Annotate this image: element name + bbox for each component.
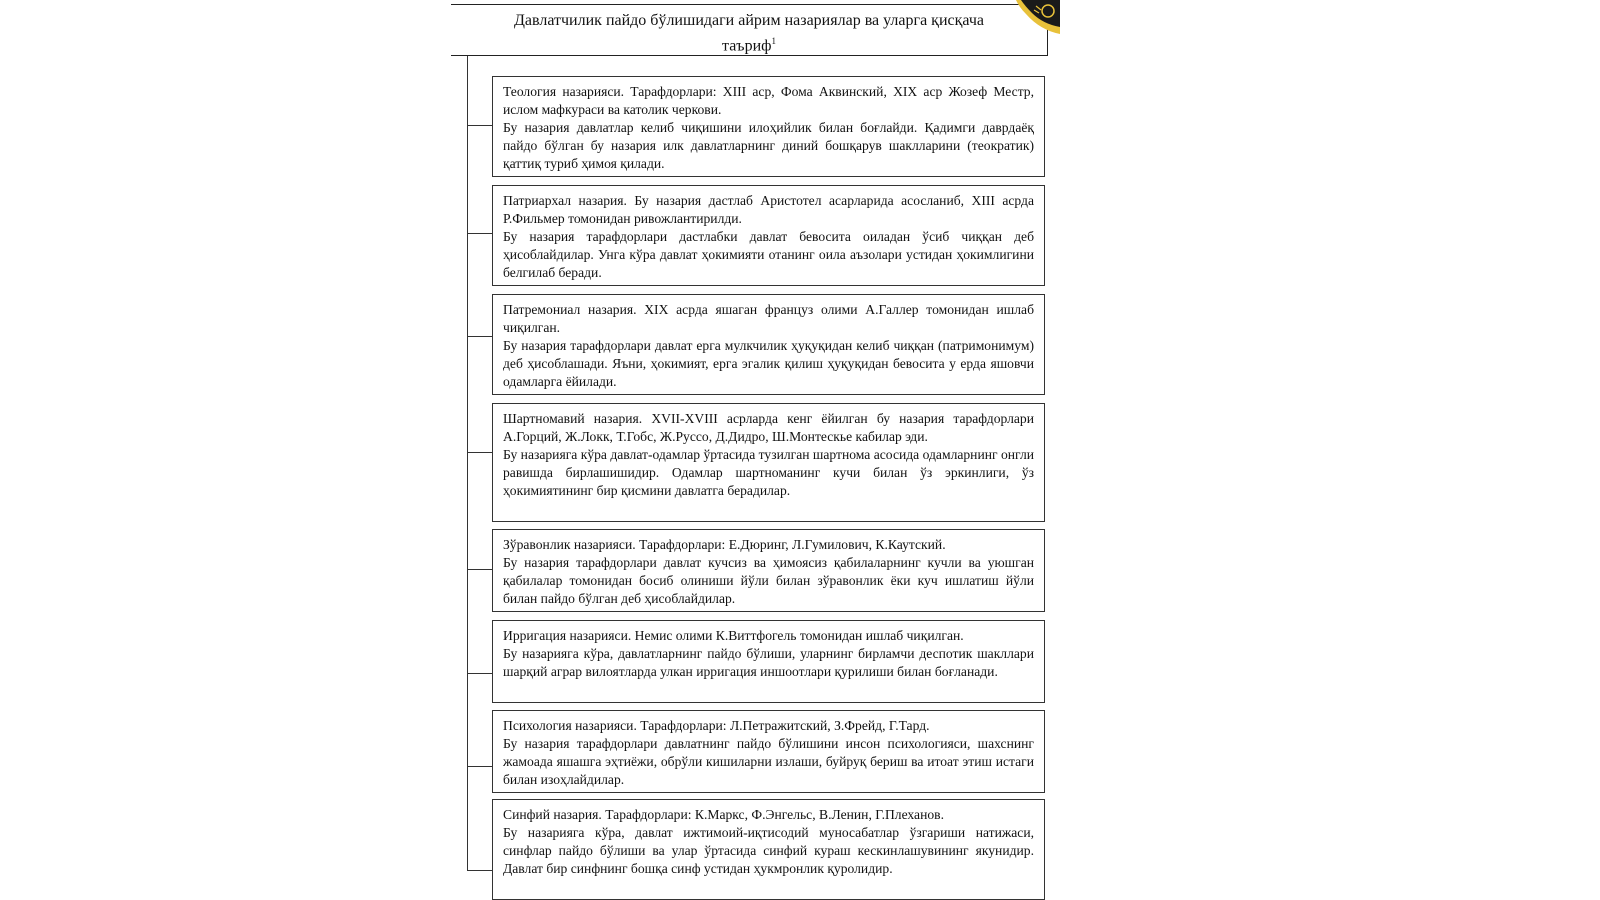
branch-connector — [467, 569, 492, 570]
branch-connector — [467, 452, 492, 453]
theory-description: Бу назария давлатлар келиб чиқишини илоҳийлик билан боғлайди. Қадимги даврдаёқ пайдо бўлган бу назария илк давлатларнинг диний бошқарув шаклларини (теократик) қаттиқ туриб ҳимоя қилади. — [503, 120, 1034, 171]
theory-box — [492, 799, 1045, 900]
branch-connector — [467, 870, 492, 871]
theory-box — [492, 185, 1045, 286]
theory-heading: Синфий назария. Тарафдорлари: К.Маркс, Ф.Энгельс, В.Ленин, Г.Плеханов. — [503, 807, 944, 822]
diagram-title — [451, 4, 1048, 56]
theory-heading: Шартномавий назария. XVII-XVIII асрларда кенг ёйилган бу назария тарафдорлари А.Горций, Ж.Локк, Т.Гобс, Ж.Руссо, Д.Дидро, Ш.Монтескье кабилар эди. — [503, 411, 1034, 444]
title-line-2: таъриф — [722, 37, 772, 55]
theory-description: Бу назарияга кўра, давлат ижтимоий-иқтисодий муносабатлар ўзгариши натижаси, синфлар пайдо бўлиши ва улар ўртасида синфий кураш кескинлашувининг якунидир. Давлат бир синфнинг бошқа синф устидан ҳукмронлик қуролидир. — [503, 825, 1034, 876]
theory-heading: Зўравонлик назарияси. Тарафдорлари: Е.Дюринг, Л.Гумилович, К.Каутский. — [503, 537, 946, 552]
theory-description: Бу назарияга кўра, давлатларнинг пайдо бўлиши, уларнинг бирламчи деспотик шакллари шарқий аграр вилоятларда улкан ирригация иншоотлари қурилиши билан боғланади. — [503, 646, 1034, 679]
branch-connector — [467, 336, 492, 337]
theory-heading: Психология назарияси. Тарафдорлари: Л.Петражитский, З.Фрейд, Г.Тард. — [503, 718, 930, 733]
theory-description: Бу назария тарафдорлари давлатнинг пайдо бўлишини инсон психологияси, шахснинг жамоада яшашга эҳтиёжи, обрўли кишиларни излаши, буйруқ бериш ва итоат этиш истаги билан изоҳлайдилар. — [503, 736, 1034, 787]
theory-heading: Патриархал назария. Бу назария дастлаб Аристотел асарларида асосланиб, XIII асрда Р.Фильмер томонидан ривожлантирилди. — [503, 193, 1034, 226]
theory-box — [492, 76, 1045, 177]
theory-description: Бу назарияга кўра давлат-одамлар ўртасида тузилган шартнома асосида одамларнинг онгли равишда бирлашишидир. Одамлар шартноманинг кучи билан ўз эркинлиги, ўз ҳокимиятининг бир қисмини давлатга берадилар. — [503, 447, 1034, 498]
branch-connector — [467, 766, 492, 767]
theory-description: Бу назария тарафдорлари давлат кучсиз ва ҳимоясиз қабилаларнинг кучли ва уюшган қабилалар томонидан босиб олиниши йўли билан зўравонлик ёки куч ишлатиш йўли билан пайдо бўлган деб ҳисоблайдилар. — [503, 555, 1034, 606]
theory-heading: Ирригация назарияси. Немис олими К.Виттфогель томонидан ишлаб чиқилган. — [503, 628, 964, 643]
theory-heading: Теология назарияси. Тарафдорлари: XIII аср, Фома Аквинский, XIX аср Жозеф Местр, ислом мафкураси ва католик черкови. — [503, 84, 1034, 117]
branch-connector — [467, 233, 492, 234]
theory-box — [492, 620, 1045, 703]
theory-box — [492, 710, 1045, 793]
branch-connector — [467, 125, 492, 126]
branch-connector — [467, 673, 492, 674]
watermark-logo-icon — [1010, 0, 1060, 38]
theory-description: Бу назария тарафдорлари дастлабки давлат бевосита оиладан ўсиб чиққан деб ҳисоблайдилар. Унга кўра давлат ҳокимияти отанинг оила аъзолари устидан ҳокимлигини белгилаб беради. — [503, 229, 1034, 280]
title-footnote-marker: 1 — [771, 36, 776, 46]
title-line-1: Давлатчилик пайдо бўлишидаги айрим назариялар ва уларга қисқача — [513, 12, 984, 29]
theory-box — [492, 529, 1045, 612]
theory-box — [492, 403, 1045, 522]
theory-description: Бу назария тарафдорлари давлат ерга мулкчилик ҳуқуқидан келиб чиққан (патримонимум) деб ҳисоблашади. Яъни, ҳокимият, ерга эгалик қилиш ҳуқуқидан бевосита у ерда яшовчи одамларга ёйилади. — [503, 338, 1034, 389]
theory-heading: Патремониал назария. XIX асрда яшаган француз олими А.Галлер томонидан ишлаб чиқилган. — [503, 302, 1034, 335]
theory-box — [492, 294, 1045, 395]
tree-connector-line — [467, 56, 468, 870]
